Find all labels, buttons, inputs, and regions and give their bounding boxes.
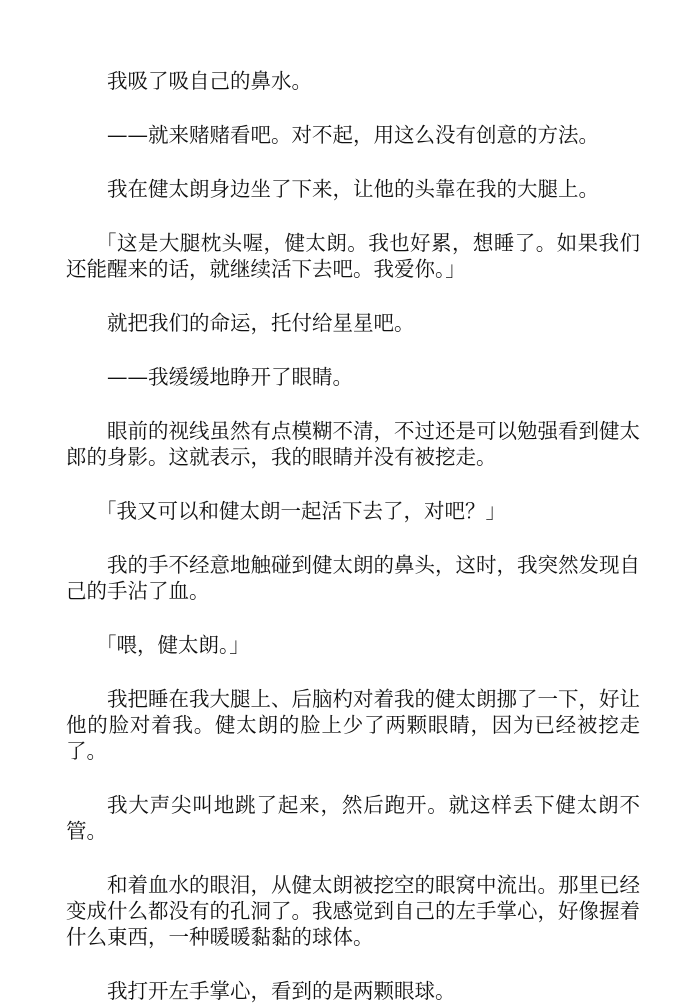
paragraph: 我的手不经意地触碰到健太朗的鼻头，这时，我突然发现自己的手沾了血。 bbox=[66, 553, 640, 603]
dialogue-paragraph: 「喂，健太朗。」 bbox=[96, 633, 250, 657]
paragraph: 我打开左手掌心，看到的是两颗眼球。 bbox=[107, 979, 456, 1003]
paragraph: 和着血水的眼泪，从健太朗被挖空的眼窝中流出。那里已经变成什么都没有的孔洞了。我感觉到自己的左手掌心，好像握着什么東西，一种暖暖黏黏的球体。 bbox=[66, 873, 640, 949]
paragraph: 我大声尖叫地跳了起来，然后跑开。就这样丢下健太朗不管。 bbox=[66, 793, 640, 843]
paragraph: 我在健太朗身边坐了下来，让他的头靠在我的大腿上。 bbox=[107, 177, 599, 201]
paragraph: 就把我们的命运，托付给星星吧。 bbox=[107, 311, 415, 335]
dialogue-paragraph: 「我又可以和健太朗一起活下去了，对吧？」 bbox=[96, 499, 506, 523]
paragraph: ——就来赌赌看吧。对不起，用这么没有创意的方法。 bbox=[107, 123, 599, 147]
paragraph: ——我缓缓地睁开了眼睛。 bbox=[107, 365, 353, 389]
paragraph: 眼前的视线虽然有点模糊不清，不过还是可以勉强看到健太郎的身影。这就表示，我的眼睛并没有被挖走。 bbox=[66, 419, 640, 469]
paragraph: 我把睡在我大腿上、后脑杓对着我的健太朗挪了一下，好让他的脸对着我。健太朗的脸上少了两颗眼睛，因为已经被挖走了。 bbox=[66, 687, 640, 763]
paragraph: 我吸了吸自己的鼻水。 bbox=[107, 69, 312, 93]
dialogue-paragraph: 「这是大腿枕头喔，健太朗。我也好累，想睡了。如果我们还能醒来的话，就继续活下去吧。我爱你。」 bbox=[66, 231, 640, 281]
